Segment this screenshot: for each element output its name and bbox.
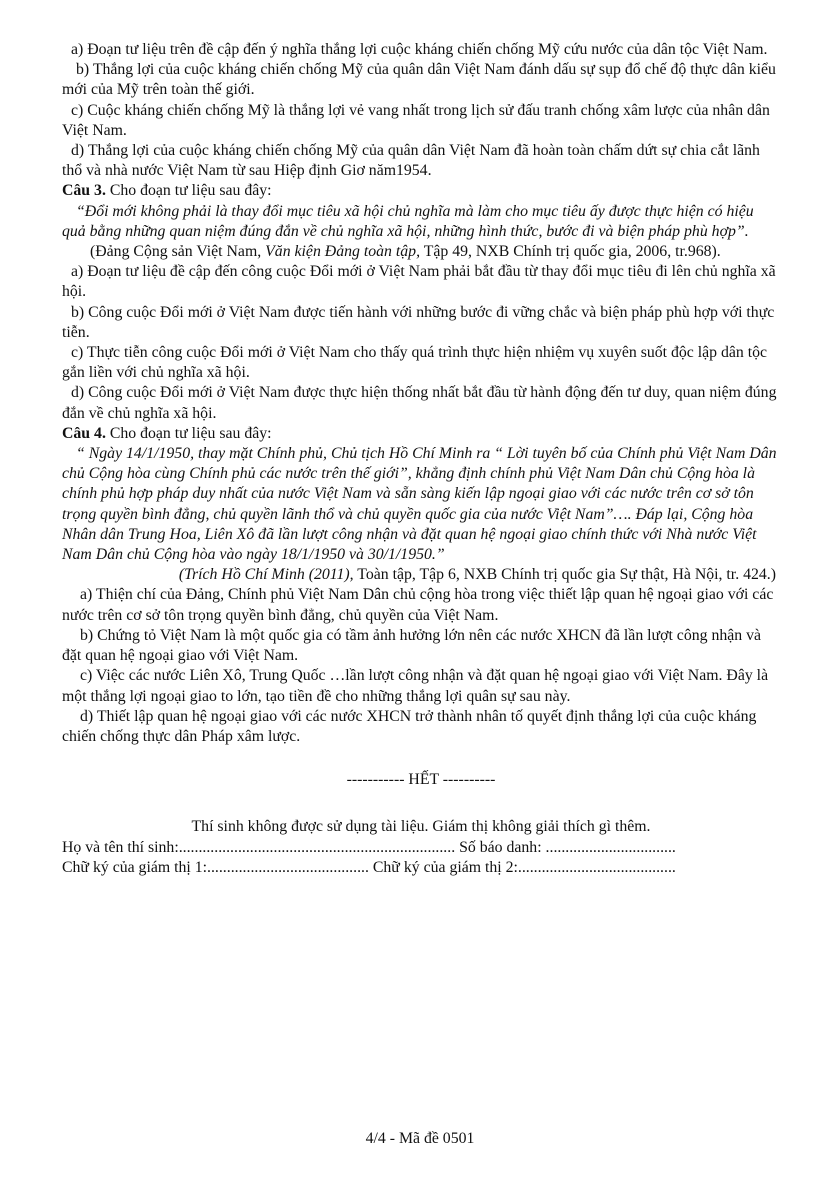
- question-3-label: Câu 3.: [62, 182, 106, 200]
- citation-suffix: Toàn tập, Tập 6, NXB Chính trị quốc gia Sự thật, Hà Nội, tr. 424.): [353, 566, 776, 584]
- q3-option-a: a) Đoạn tư liệu đề cập đến công cuộc Đổi mới ở Việt Nam phải bắt đầu từ thay đổi mục tiêu đi lên chủ nghĩa xã hội.: [62, 263, 776, 301]
- q4-option-c: c) Việc các nước Liên Xô, Trung Quốc …lần lượt công nhận và đặt quan hệ ngoại giao với Việt Nam. Đây là một thắng lợi ngoại giao to lớn, tạo tiền đề cho những thắng lợi quân sự sau này.: [62, 667, 769, 705]
- question-4-quote: “ Ngày 14/1/1950, thay mặt Chính phủ, Chủ tịch Hồ Chí Minh ra “ Lời tuyên bố của Chính phủ Việt Nam Dân chủ Cộng hòa cùng Chính phủ các nước trên thế giới”, khẳng định chính phủ Việt Nam Dân chủ Cộng hòa là chính phủ hợp pháp duy nhất của nước Việt Nam và sẵn sàng kiến lập ngoại giao với các nước trên cơ sở tôn trọng quyền bình đẳng, chủ quyền lãnh thổ và chủ quyền quốc gia của nước Việt Nam”…. Đáp lại, Cộng hòa Nhân dân Trung Hoa, Liên Xô đã lần lượt công nhận và đặt quan hệ ngoại giao chính thức với Nhà nước Việt Nam Dân chủ Cộng hòa vào ngày 18/1/1950 và 30/1/1950.”: [62, 445, 777, 564]
- citation-prefix: (Đảng Cộng sản Việt Nam,: [90, 243, 266, 261]
- end-of-exam-mark: ----------- HẾT ----------: [346, 771, 496, 789]
- question-4-label: Câu 4.: [62, 424, 106, 442]
- q2-option-c: c) Cuộc kháng chiến chống Mỹ là thắng lợi vẻ vang nhất trong lịch sử đấu tranh chống xâm lược của nhân dân Việt Nam.: [62, 101, 770, 139]
- citation-title: Hồ Chí Minh (2011),: [221, 566, 354, 584]
- q4-option-d: d) Thiết lập quan hệ ngoại giao với các nước XHCN trở thành nhân tố quyết định thắng lợi của cuộc kháng chiến chống thực dân Pháp xâm lược.: [62, 707, 757, 745]
- question-3-quote: “Đổi mới không phải là thay đổi mục tiêu xã hội chủ nghĩa mà làm cho mục tiêu ấy được thực hiện có hiệu quả bằng những quan niệm đúng đắn về chủ nghĩa xã hội, những hình thức, bước đi và biện pháp phù hợp”.: [62, 202, 754, 240]
- citation-suffix: Tập 49, NXB Chính trị quốc gia, 2006, tr.968).: [420, 243, 721, 261]
- question-4-heading: [62, 424, 780, 444]
- question-4-intro: Cho đoạn tư liệu sau đây:: [105, 424, 272, 442]
- exam-instructions-note: Thí sinh không được sử dụng tài liệu. Giám thị không giải thích gì thêm.: [191, 818, 651, 836]
- citation-prefix: (Trích: [178, 566, 222, 584]
- citation-title: Văn kiện Đảng toàn tập,: [265, 243, 421, 261]
- question-3-heading: [62, 181, 780, 201]
- q4-option-b: b) Chứng tỏ Việt Nam là một quốc gia có tầm ảnh hưởng lớn nên các nước XHCN đã lần lượt công nhận và đặt quan hệ ngoại giao với Việt Nam.: [62, 626, 762, 665]
- q2-option-d: d) Thắng lợi của cuộc kháng chiến chống Mỹ của quân dân Việt Nam đã hoàn toàn chấm dứt sự chia cắt lãnh thổ và nhà nước Việt Nam từ sau Hiệp định Giơ năm1954.: [62, 142, 760, 180]
- q3-option-b: b) Công cuộc Đổi mới ở Việt Nam được tiến hành với những bước đi vững chắc và biện pháp phù hợp với thực tiễn.: [62, 303, 775, 341]
- q2-option-b: b) Thắng lợi của cuộc kháng chiến chống Mỹ của quân dân Việt Nam đánh dấu sự sụp đổ chế độ thực dân kiểu mới của Mỹ trên toàn thế giới.: [62, 61, 776, 99]
- proctor-signature-line: Chữ ký của giám thị 1:......................................... Chữ ký của giám thị 2:........................................: [62, 858, 676, 876]
- exam-page-content: [62, 40, 780, 878]
- question-4-citation: [62, 565, 780, 585]
- q3-option-d: d) Công cuộc Đổi mới ở Việt Nam được thực hiện thống nhất bắt đầu từ hành động đến tư duy, quan niệm đúng đắn về chủ nghĩa xã hội.: [62, 384, 777, 422]
- candidate-info-line: Họ và tên thí sinh:...................................................................... Số báo danh: .................................: [62, 838, 676, 856]
- page-footer: 4/4 - Mã đề 0501: [365, 1130, 475, 1147]
- q2-option-a: a) Đoạn tư liệu trên đề cập đến ý nghĩa thắng lợi cuộc kháng chiến chống Mỹ cứu nước của dân tộc Việt Nam.: [71, 41, 768, 58]
- question-3-intro: Cho đoạn tư liệu sau đây:: [105, 182, 272, 200]
- q4-option-a: a) Thiện chí của Đảng, Chính phủ Việt Nam Dân chủ cộng hòa trong việc thiết lập quan hệ ngoại giao với các nước trên cơ sở tôn trọng quyền bình đẳng, chủ quyền của Việt Nam.: [62, 586, 774, 624]
- question-3-citation: [62, 242, 780, 262]
- q3-option-c: c) Thực tiễn công cuộc Đổi mới ở Việt Nam cho thấy quá trình thực hiện nhiệm vụ xuyên suốt độc lập dân tộc gắn liền với chủ nghĩa xã hội.: [62, 344, 768, 382]
